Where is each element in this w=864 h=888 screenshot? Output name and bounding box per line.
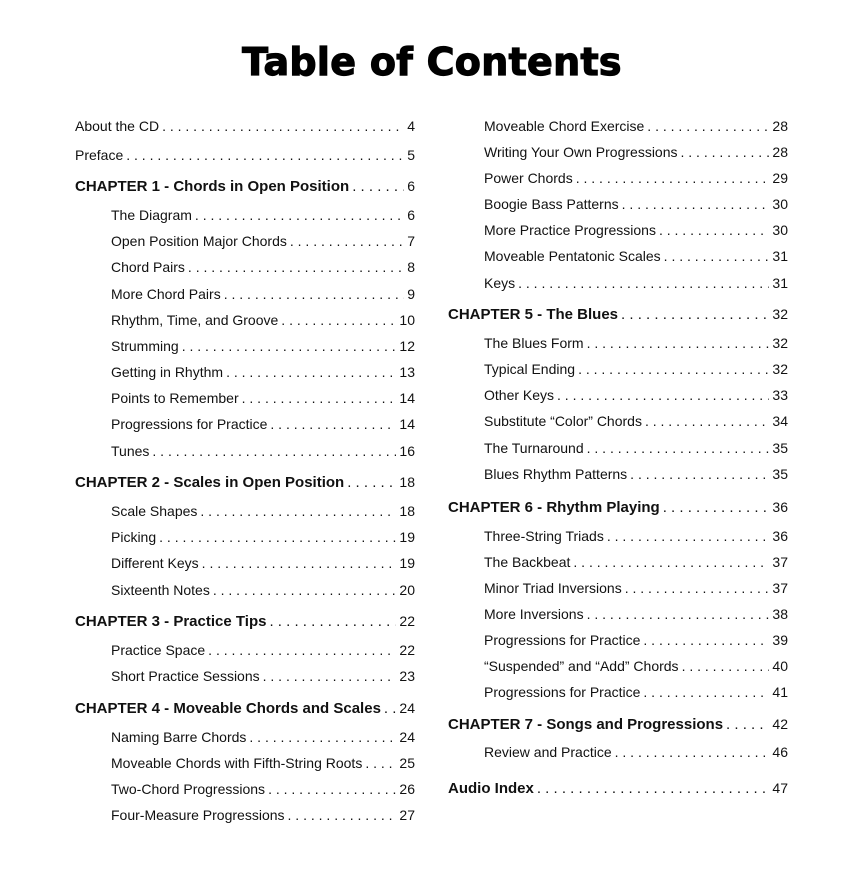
dot-leader [576,169,770,187]
toc-page-number: 37 [772,554,788,570]
toc-entry-title: CHAPTER 1 - Chords in Open Position [75,178,350,195]
dot-leader [645,412,769,430]
dot-leader [268,780,396,798]
toc-entry-title: CHAPTER 3 - Practice Tips [75,613,267,630]
toc-entry-title: CHAPTER 5 - The Blues [448,306,619,323]
dot-leader [249,728,396,746]
toc-chapter-entry[interactable] [448,498,788,516]
toc-entry[interactable] [484,143,788,161]
toc-page-number: 31 [772,275,788,291]
toc-entry[interactable] [111,389,415,407]
toc-entry[interactable] [484,439,788,457]
toc-entry[interactable] [484,195,788,213]
toc-page-number: 24 [399,729,415,745]
toc-entry-title: Moveable Pentatonic Scales [484,248,661,264]
toc-entry[interactable] [111,528,415,546]
toc-page-number: 42 [772,716,788,732]
dot-leader [518,274,769,292]
toc-entry-title: The Backbeat [484,554,571,570]
dot-leader [663,499,770,517]
dot-leader [152,442,396,460]
toc-entry[interactable] [484,631,788,649]
toc-entry[interactable] [111,363,415,381]
toc-entry[interactable] [111,754,415,772]
toc-entry[interactable] [111,641,415,659]
toc-page-number: 12 [399,338,415,354]
toc-entry[interactable] [111,232,415,250]
toc-entry-title: Moveable Chord Exercise [484,118,645,134]
dot-leader [607,527,770,545]
toc-entry-title: Other Keys [484,387,555,403]
toc-entry-title: Scale Shapes [111,503,198,519]
toc-entry-title: More Chord Pairs [111,286,221,302]
toc-entry-title: Power Chords [484,170,573,186]
toc-entry-title: Progressions for Practice [484,684,641,700]
dot-leader [682,657,770,675]
toc-entry[interactable] [484,360,788,378]
toc-page-number: 25 [399,755,415,771]
toc-entry[interactable] [484,683,788,701]
toc-page-number: 24 [399,700,415,716]
toc-page-number: 28 [772,118,788,134]
toc-page-number: 6 [407,178,415,194]
toc-page-number: 6 [407,207,415,223]
dot-leader [384,700,397,718]
dot-leader [202,554,397,572]
dot-leader [290,232,404,250]
toc-entry[interactable] [111,258,415,276]
toc-page-number: 36 [772,499,788,515]
dot-leader [365,754,396,772]
dot-leader [630,465,769,483]
toc-page-number: 33 [772,387,788,403]
toc-entry-title: CHAPTER 6 - Rhythm Playing [448,499,660,516]
toc-page-number: 35 [772,466,788,482]
toc-page-number: 7 [407,233,415,249]
toc-page-number: 18 [399,503,415,519]
toc-entry[interactable] [111,780,415,798]
toc-entry-title: Keys [484,275,516,291]
dot-leader [126,146,404,164]
toc-entry[interactable] [111,502,415,520]
toc-page-number: 23 [399,668,415,684]
toc-entry[interactable] [111,554,415,572]
toc-entry[interactable] [484,605,788,623]
dot-leader [347,474,396,492]
dot-leader [643,631,769,649]
toc-page-number: 46 [772,744,788,760]
toc-entry-title: Preface [75,147,124,163]
toc-entry[interactable] [111,285,415,303]
dot-leader [208,641,396,659]
toc-entry[interactable] [484,169,788,187]
toc-entry[interactable] [111,442,415,460]
toc-entry[interactable] [111,581,415,599]
toc-entry-title: Typical Ending [484,361,576,377]
toc-page-number: 29 [772,170,788,186]
toc-entry-title: Open Position Major Chords [111,233,287,249]
toc-page-number: 19 [399,555,415,571]
toc-page-number: 10 [399,312,415,328]
toc-page-number: 9 [407,286,415,302]
toc-entry-title: The Diagram [111,207,192,223]
toc-page-number: 16 [399,443,415,459]
toc-page-number: 41 [772,684,788,700]
toc-entry-title: Different Keys [111,555,199,571]
toc-entry[interactable] [111,311,415,329]
toc-entry-title: Naming Barre Chords [111,729,247,745]
toc-page-number: 37 [772,580,788,596]
toc-entry-title: Strumming [111,338,179,354]
dot-leader [587,334,770,352]
toc-page-number: 30 [772,196,788,212]
dot-leader [578,360,769,378]
toc-entry-title: The Turnaround [484,440,584,456]
toc-page-number: 20 [399,582,415,598]
toc-page-number: 40 [772,658,788,674]
dot-leader [726,716,769,734]
toc-entry-title: Tunes [111,443,150,459]
toc-entry-title: Substitute “Color” Chords [484,413,642,429]
dot-leader [573,553,769,571]
toc-entry-title: Getting in Rhythm [111,364,224,380]
toc-page-number: 32 [772,361,788,377]
toc-entry[interactable] [484,221,788,239]
toc-entry-title: Minor Triad Inversions [484,580,622,596]
toc-entry[interactable] [484,743,788,761]
toc-page-number: 14 [399,390,415,406]
toc-entry[interactable] [484,553,788,571]
toc-chapter-entry[interactable] [448,305,788,323]
toc-entry-title: About the CD [75,118,160,134]
toc-page-number: 19 [399,529,415,545]
toc-entry[interactable] [484,412,788,430]
dot-leader [664,247,770,265]
toc-entry-title: Audio Index [448,780,534,797]
dot-leader [288,806,397,824]
dot-leader [226,363,396,381]
toc-entry-title: Boogie Bass Patterns [484,196,619,212]
dot-leader [159,528,396,546]
dot-leader [587,439,770,457]
toc-entry-title: Four-Measure Progressions [111,807,285,823]
dot-leader [587,605,770,623]
toc-entry-title: Chord Pairs [111,259,185,275]
toc-page-number: 30 [772,222,788,238]
dot-leader [537,780,770,798]
dot-leader [270,415,396,433]
toc-entry-title: Progressions for Practice [484,632,641,648]
toc-entry[interactable] [484,657,788,675]
toc-entry[interactable] [111,415,415,433]
dot-leader [200,502,396,520]
toc-chapter-entry[interactable] [75,699,415,717]
toc-entry-title: Sixteenth Notes [111,582,210,598]
dot-leader [659,221,769,239]
toc-entry-title: CHAPTER 4 - Moveable Chords and Scales [75,700,381,717]
toc-entry-title: CHAPTER 2 - Scales in Open Position [75,474,345,491]
toc-entry[interactable] [111,806,415,824]
toc-entry[interactable] [484,334,788,352]
toc-page-number: 38 [772,606,788,622]
toc-entry[interactable] [484,274,788,292]
dot-leader [263,667,397,685]
toc-entry-title: Three-String Triads [484,528,604,544]
dot-leader [352,178,404,196]
toc-entry[interactable] [484,527,788,545]
toc-entry[interactable] [484,579,788,597]
toc-page-number: 26 [399,781,415,797]
dot-leader [615,743,770,761]
toc-page-number: 32 [772,335,788,351]
toc-entry-title: More Practice Progressions [484,222,656,238]
toc-entry-title: Two-Chord Progressions [111,781,266,797]
toc-entry-title: “Suspended” and “Add” Chords [484,658,679,674]
toc-entry[interactable] [111,206,415,224]
toc-page-number: 36 [772,528,788,544]
toc-entry[interactable] [484,386,788,404]
toc-page-number: 5 [407,147,415,163]
toc-entry-title: Picking [111,529,157,545]
dot-leader [647,117,769,135]
toc-page-number: 22 [399,642,415,658]
toc-chapter-entry[interactable] [75,177,415,195]
toc-chapter-entry[interactable] [75,473,415,491]
dot-leader [281,311,396,329]
toc-chapter-entry[interactable] [75,612,415,630]
toc-entry-title: Review and Practice [484,744,612,760]
toc-page-number: 18 [399,474,415,490]
toc-entry[interactable] [484,247,788,265]
toc-chapter-entry[interactable] [448,779,788,797]
dot-leader [269,613,396,631]
toc-entry-title: Practice Space [111,642,206,658]
toc-page-number: 8 [407,259,415,275]
toc-entry[interactable] [75,117,415,135]
dot-leader [162,117,404,135]
toc-page-number: 34 [772,413,788,429]
toc-entry-title: The Blues Form [484,335,584,351]
dot-leader [182,337,397,355]
dot-leader [224,285,405,303]
toc-entry-title: CHAPTER 7 - Songs and Progressions [448,716,724,733]
toc-chapter-entry[interactable] [448,715,788,733]
toc-entry[interactable] [484,117,788,135]
toc-page-number: 32 [772,306,788,322]
dot-leader [213,581,397,599]
dot-leader [242,389,397,407]
dot-leader [621,306,769,324]
toc-entry[interactable] [111,667,415,685]
page-title: Table of Contents [242,40,622,84]
toc-entry-title: Progressions for Practice [111,416,268,432]
toc-entry-title: Short Practice Sessions [111,668,260,684]
toc-entry-title: Points to Remember [111,390,239,406]
toc-entry-title: More Inversions [484,606,584,622]
toc-entry-title: Rhythm, Time, and Groove [111,312,279,328]
dot-leader [681,143,770,161]
dot-leader [643,683,769,701]
dot-leader [557,386,769,404]
dot-leader [195,206,404,224]
toc-page-number: 4 [407,118,415,134]
toc-page-number: 35 [772,440,788,456]
toc-entry-title: Blues Rhythm Patterns [484,466,628,482]
toc-page-number: 47 [772,780,788,796]
toc-entry[interactable] [75,146,415,164]
toc-page-number: 27 [399,807,415,823]
toc-entry-title: Moveable Chords with Fifth-String Roots [111,755,363,771]
dot-leader [188,258,404,276]
toc-entry[interactable] [484,465,788,483]
toc-page-number: 39 [772,632,788,648]
dot-leader [625,579,770,597]
toc-entry[interactable] [111,337,415,355]
dot-leader [622,195,770,213]
toc-page-number: 28 [772,144,788,160]
toc-page-number: 14 [399,416,415,432]
toc-entry-title: Writing Your Own Progressions [484,144,678,160]
toc-entry[interactable] [111,728,415,746]
toc-page-number: 31 [772,248,788,264]
toc-page-number: 22 [399,613,415,629]
toc-page-number: 13 [399,364,415,380]
